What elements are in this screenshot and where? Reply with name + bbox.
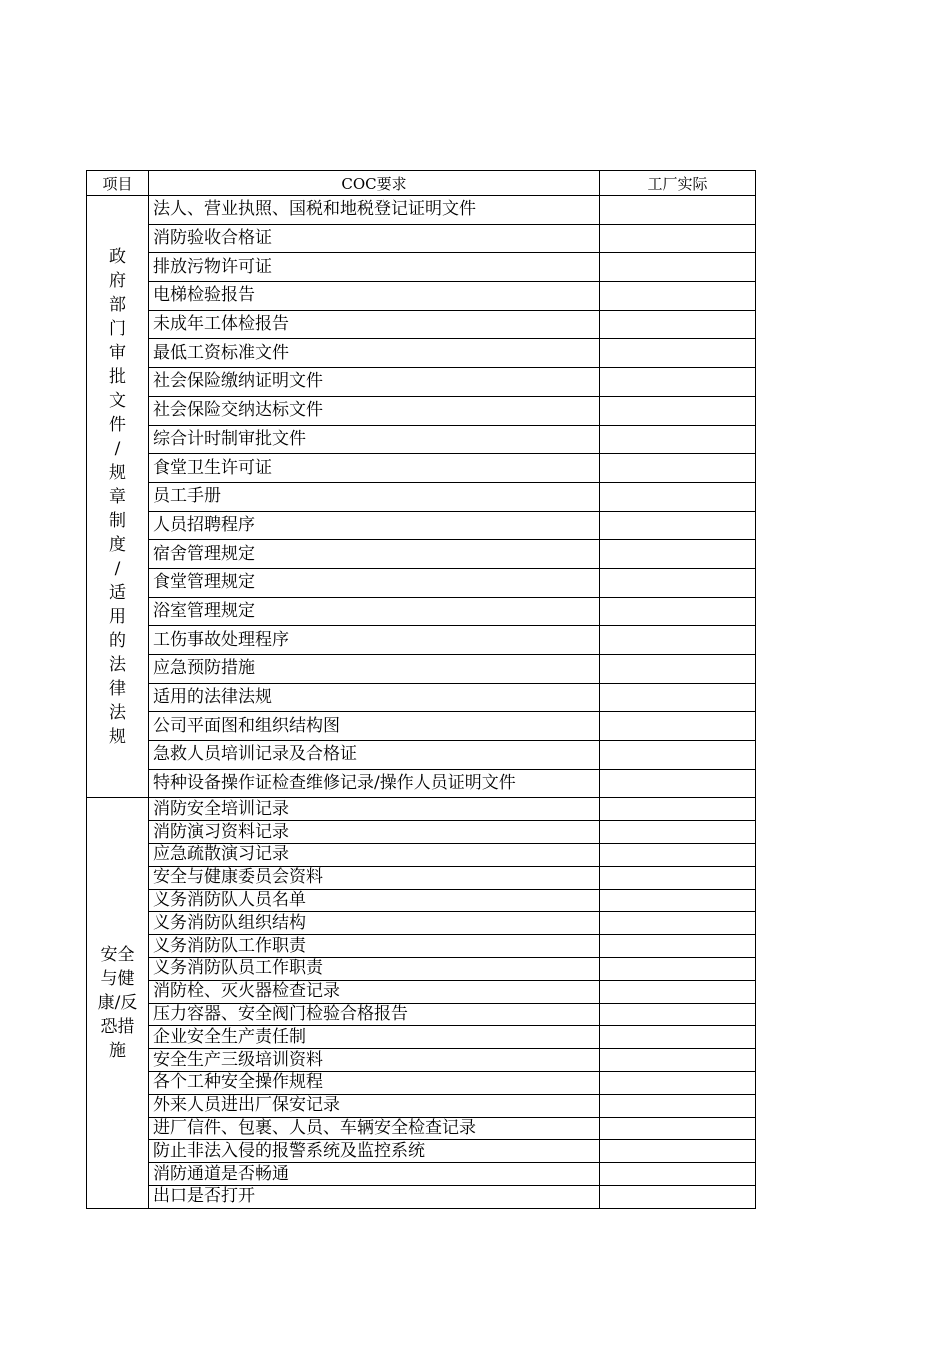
factory-actual-cell[interactable]	[600, 511, 756, 540]
table-row	[87, 1185, 756, 1208]
factory-actual-cell[interactable]	[600, 1049, 756, 1072]
table-row	[87, 196, 756, 225]
category-label-line: 与健	[100, 969, 135, 990]
table-row	[87, 339, 756, 368]
category-label-line: 适	[109, 582, 126, 603]
coc-checklist-table	[86, 170, 756, 1209]
requirement-cell: 员工手册	[149, 482, 600, 511]
requirement-cell: 应急疏散演习记录	[149, 844, 600, 867]
table-row	[87, 511, 756, 540]
table-row	[87, 844, 756, 867]
factory-actual-cell[interactable]	[600, 196, 756, 225]
category-label-line: 批	[109, 366, 126, 387]
factory-actual-cell[interactable]	[600, 482, 756, 511]
table-row	[87, 597, 756, 626]
requirement-cell: 消防验收合格证	[149, 224, 600, 253]
table-body	[87, 171, 756, 1209]
category-label-line: 用	[109, 606, 126, 627]
requirement-cell: 人员招聘程序	[149, 511, 600, 540]
factory-actual-cell[interactable]	[600, 282, 756, 311]
factory-actual-cell[interactable]	[600, 935, 756, 958]
table-row	[87, 980, 756, 1003]
category-label-line: 文	[109, 390, 126, 411]
category-label-line: 的	[109, 630, 126, 651]
category-label-line: 门	[109, 318, 126, 339]
table-row	[87, 1117, 756, 1140]
requirement-cell: 急救人员培训记录及合格证	[149, 741, 600, 770]
category-label-line: 章	[109, 486, 126, 507]
table-row	[87, 683, 756, 712]
requirement-cell: 宿舍管理规定	[149, 540, 600, 569]
requirement-cell: 社会保险缴纳证明文件	[149, 368, 600, 397]
category-cell	[87, 798, 149, 1208]
factory-actual-cell[interactable]	[600, 224, 756, 253]
category-label-line: 安全	[100, 945, 135, 966]
category-label-line: 施	[109, 1041, 126, 1062]
table-row	[87, 1163, 756, 1186]
requirement-cell: 企业安全生产责任制	[149, 1026, 600, 1049]
category-label-line: 规	[109, 462, 126, 483]
factory-actual-cell[interactable]	[600, 1163, 756, 1186]
requirement-cell: 食堂卫生许可证	[149, 454, 600, 483]
category-label-line: 规	[109, 726, 126, 747]
factory-actual-cell[interactable]	[600, 396, 756, 425]
category-label-line: 法	[109, 702, 126, 723]
table-row	[87, 1026, 756, 1049]
requirement-cell: 排放污物许可证	[149, 253, 600, 282]
factory-actual-cell[interactable]	[600, 683, 756, 712]
requirement-cell: 综合计时制审批文件	[149, 425, 600, 454]
factory-actual-cell[interactable]	[600, 1185, 756, 1208]
category-label-line: /	[114, 558, 121, 579]
factory-actual-cell[interactable]	[600, 798, 756, 821]
category-label-line: 度	[109, 534, 126, 555]
requirement-cell: 义务消防队员工作职责	[149, 958, 600, 981]
category-label-line: 恐措	[100, 1017, 135, 1038]
table-row	[87, 540, 756, 569]
requirement-cell: 消防安全培训记录	[149, 798, 600, 821]
table-row	[87, 282, 756, 311]
factory-actual-cell[interactable]	[600, 425, 756, 454]
requirement-cell: 义务消防队人员名单	[149, 889, 600, 912]
requirement-cell: 各个工种安全操作规程	[149, 1072, 600, 1095]
factory-actual-cell[interactable]	[600, 958, 756, 981]
factory-actual-cell[interactable]	[600, 912, 756, 935]
table-row	[87, 798, 756, 821]
requirement-cell: 特种设备操作证检查维修记录/操作人员证明文件	[149, 769, 600, 798]
category-label-line: 律	[109, 678, 126, 699]
factory-actual-cell[interactable]	[600, 568, 756, 597]
category-label-line: 件	[109, 414, 126, 435]
factory-actual-cell[interactable]	[600, 866, 756, 889]
table-row	[87, 368, 756, 397]
table-row	[87, 712, 756, 741]
table-row	[87, 568, 756, 597]
category-label-line: 府	[109, 270, 126, 291]
table-row	[87, 889, 756, 912]
factory-actual-cell[interactable]	[600, 597, 756, 626]
header-coc-requirement: COC要求	[149, 171, 600, 196]
factory-actual-cell[interactable]	[600, 310, 756, 339]
table-row	[87, 655, 756, 684]
factory-actual-cell[interactable]	[600, 1117, 756, 1140]
table-row	[87, 396, 756, 425]
category-label-line: 康/反	[97, 993, 138, 1014]
factory-actual-cell[interactable]	[600, 821, 756, 844]
requirement-cell: 防止非法入侵的报警系统及监控系统	[149, 1140, 600, 1163]
factory-actual-cell[interactable]	[600, 655, 756, 684]
requirement-cell: 义务消防队工作职责	[149, 935, 600, 958]
requirement-cell: 电梯检验报告	[149, 282, 600, 311]
table-row	[87, 253, 756, 282]
requirement-cell: 进厂信件、包裹、人员、车辆安全检查记录	[149, 1117, 600, 1140]
table-row	[87, 425, 756, 454]
factory-actual-cell[interactable]	[600, 368, 756, 397]
factory-actual-cell[interactable]	[600, 1072, 756, 1095]
requirement-cell: 法人、营业执照、国税和地税登记证明文件	[149, 196, 600, 225]
category-label-line: 部	[109, 294, 126, 315]
requirement-cell: 消防演习资料记录	[149, 821, 600, 844]
table-row	[87, 741, 756, 770]
category-label-line: 政	[109, 246, 126, 267]
requirement-cell: 应急预防措施	[149, 655, 600, 684]
table-row	[87, 454, 756, 483]
table-row	[87, 482, 756, 511]
factory-actual-cell[interactable]	[600, 1003, 756, 1026]
requirement-cell: 浴室管理规定	[149, 597, 600, 626]
factory-actual-cell[interactable]	[600, 454, 756, 483]
requirement-cell: 外来人员进出厂保安记录	[149, 1094, 600, 1117]
table-row	[87, 1094, 756, 1117]
requirement-cell: 适用的法律法规	[149, 683, 600, 712]
table-row	[87, 912, 756, 935]
requirement-cell: 未成年工体检报告	[149, 310, 600, 339]
factory-actual-cell[interactable]	[600, 980, 756, 1003]
table-row	[87, 1003, 756, 1026]
requirement-cell: 工伤事故处理程序	[149, 626, 600, 655]
category-label-line: 法	[109, 654, 126, 675]
table-row	[87, 821, 756, 844]
table-row	[87, 224, 756, 253]
factory-actual-cell[interactable]	[600, 339, 756, 368]
requirement-cell: 食堂管理规定	[149, 568, 600, 597]
category-label-line: /	[114, 438, 121, 459]
table-row	[87, 958, 756, 981]
requirement-cell: 义务消防队组织结构	[149, 912, 600, 935]
factory-actual-cell[interactable]	[600, 844, 756, 867]
factory-actual-cell[interactable]	[600, 626, 756, 655]
factory-actual-cell[interactable]	[600, 540, 756, 569]
requirement-cell: 最低工资标准文件	[149, 339, 600, 368]
table-row	[87, 310, 756, 339]
factory-actual-cell[interactable]	[600, 769, 756, 798]
factory-actual-cell[interactable]	[600, 1026, 756, 1049]
header-factory-actual: 工厂实际	[600, 171, 756, 196]
header-row	[87, 171, 756, 196]
table-row	[87, 1072, 756, 1095]
requirement-cell: 出口是否打开	[149, 1185, 600, 1208]
table-row	[87, 1049, 756, 1072]
table-row	[87, 769, 756, 798]
requirement-cell: 消防通道是否畅通	[149, 1163, 600, 1186]
category-label-line: 制	[109, 510, 126, 531]
category-cell	[87, 196, 149, 798]
factory-actual-cell[interactable]	[600, 741, 756, 770]
factory-actual-cell[interactable]	[600, 1140, 756, 1163]
factory-actual-cell[interactable]	[600, 1094, 756, 1117]
table-row	[87, 935, 756, 958]
factory-actual-cell[interactable]	[600, 889, 756, 912]
factory-actual-cell[interactable]	[600, 253, 756, 282]
requirement-cell: 压力容器、安全阀门检验合格报告	[149, 1003, 600, 1026]
factory-actual-cell[interactable]	[600, 712, 756, 741]
table-row	[87, 866, 756, 889]
requirement-cell: 消防栓、灭火器检查记录	[149, 980, 600, 1003]
requirement-cell: 安全生产三级培训资料	[149, 1049, 600, 1072]
table-row	[87, 1140, 756, 1163]
requirement-cell: 社会保险交纳达标文件	[149, 396, 600, 425]
header-item: 项目	[87, 171, 149, 196]
requirement-cell: 安全与健康委员会资料	[149, 866, 600, 889]
requirement-cell: 公司平面图和组织结构图	[149, 712, 600, 741]
table-row	[87, 626, 756, 655]
category-label-line: 审	[109, 342, 126, 363]
